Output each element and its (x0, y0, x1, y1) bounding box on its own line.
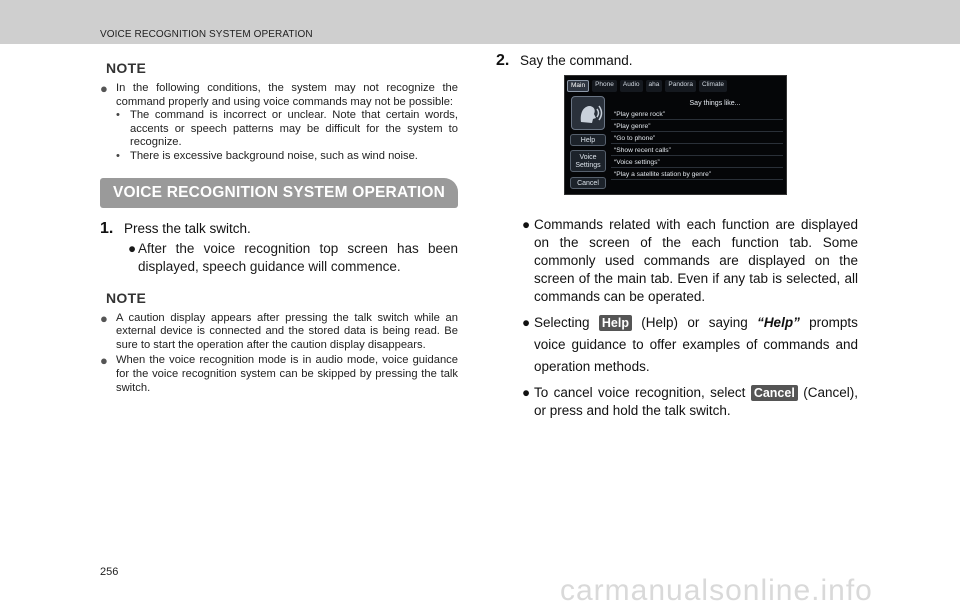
command-item[interactable]: “Voice settings” (611, 158, 783, 168)
help-quote: “Help” (757, 315, 800, 330)
step-2 (496, 52, 858, 70)
note-item: ● When the voice recognition mode is in audio mode, voice guidance for the voice recognition system can be skipped by pressing the talk switch. (100, 353, 458, 394)
voice-recognition-screen (564, 75, 787, 195)
bullet-icon: ● (522, 315, 531, 330)
dot-icon: • (116, 109, 120, 122)
page-header-title: VOICE RECOGNITION SYSTEM OPERATION (100, 29, 313, 40)
step-number: 2. (496, 52, 510, 69)
command-item[interactable]: “Play genre rock” (611, 110, 783, 120)
note-item: ● In the following conditions, the system may not recognize the command properly and using voice commands may not be possible: (100, 81, 458, 108)
left-column (100, 60, 458, 395)
section-heading-bar (100, 178, 458, 208)
command-item[interactable]: “Go to phone” (611, 134, 783, 144)
step-1 (100, 220, 458, 238)
bullet-icon: ● (128, 240, 137, 256)
info-bullet: ● Selecting Help (Help) or saying “Help” prompts voice guidance to offer examples of commands and operation methods. (496, 312, 858, 378)
speaking-head-icon (572, 97, 606, 131)
step-number: 1. (100, 219, 114, 237)
bullet-icon: ● (100, 81, 108, 96)
tab-climate[interactable]: Climate (699, 80, 727, 92)
bullet-icon: ● (522, 385, 531, 400)
bullet-icon: ● (100, 353, 108, 369)
command-item[interactable]: “Play genre” (611, 122, 783, 132)
voice-settings-button[interactable]: Voice Settings (570, 150, 606, 172)
step-text: Press the talk switch. (124, 220, 251, 236)
command-list (611, 110, 783, 182)
info-bullet: ● To cancel voice recognition, select Cancel (Cancel), or press and hold the talk switch. (522, 385, 858, 418)
say-things-title: Say things like... (689, 100, 741, 107)
note-subitem: • The command is incorrect or unclear. Note that certain words, accents or speech patterns may be difficult for the system to recognize. (116, 109, 458, 149)
tab-pandora[interactable]: Pandora (665, 80, 696, 92)
note-item: ● A caution display appears after pressing the talk switch while an external device is connected and the stored data is being read. Be sure to start the operation after the caution display disappears. (100, 310, 458, 351)
dot-icon: • (116, 149, 120, 162)
watermark: carmanualsonline.info (560, 574, 873, 607)
help-button[interactable]: Help (570, 134, 606, 146)
cancel-button[interactable]: Cancel (570, 177, 606, 189)
step-text: Say the command. (520, 53, 633, 68)
section-title: VOICE RECOGNITION SYSTEM OPERATION (112, 183, 446, 201)
screen-tab-bar (567, 80, 785, 92)
command-item[interactable]: “Play a satellite station by genre” (611, 170, 783, 180)
tab-main[interactable]: Main (567, 80, 589, 92)
note-subitem: • There is excessive background noise, such as wind noise. (116, 149, 418, 162)
command-item[interactable]: “Show recent calls” (611, 146, 783, 156)
bullet-icon: ● (100, 310, 108, 326)
cancel-tag: Cancel (751, 385, 798, 401)
voice-icon (571, 96, 605, 130)
tab-audio[interactable]: Audio (620, 80, 643, 92)
bullet-icon: ● (522, 217, 531, 232)
note-title: NOTE (106, 289, 147, 306)
step-bullet: ● After the voice recognition top screen has been displayed, speech guidance will commence. (128, 240, 458, 274)
tab-phone[interactable]: Phone (592, 80, 617, 92)
tab-aha[interactable]: aha (646, 80, 663, 92)
help-tag: Help (599, 315, 632, 331)
note-title: NOTE (106, 60, 147, 76)
page-number: 256 (100, 566, 119, 578)
info-bullet: ● Commands related with each function are displayed on the screen of the each function tab. Some commonly used commands are displayed on the screen of the main tab. Even if any tab is selected, all commands can be operated. (522, 217, 858, 304)
